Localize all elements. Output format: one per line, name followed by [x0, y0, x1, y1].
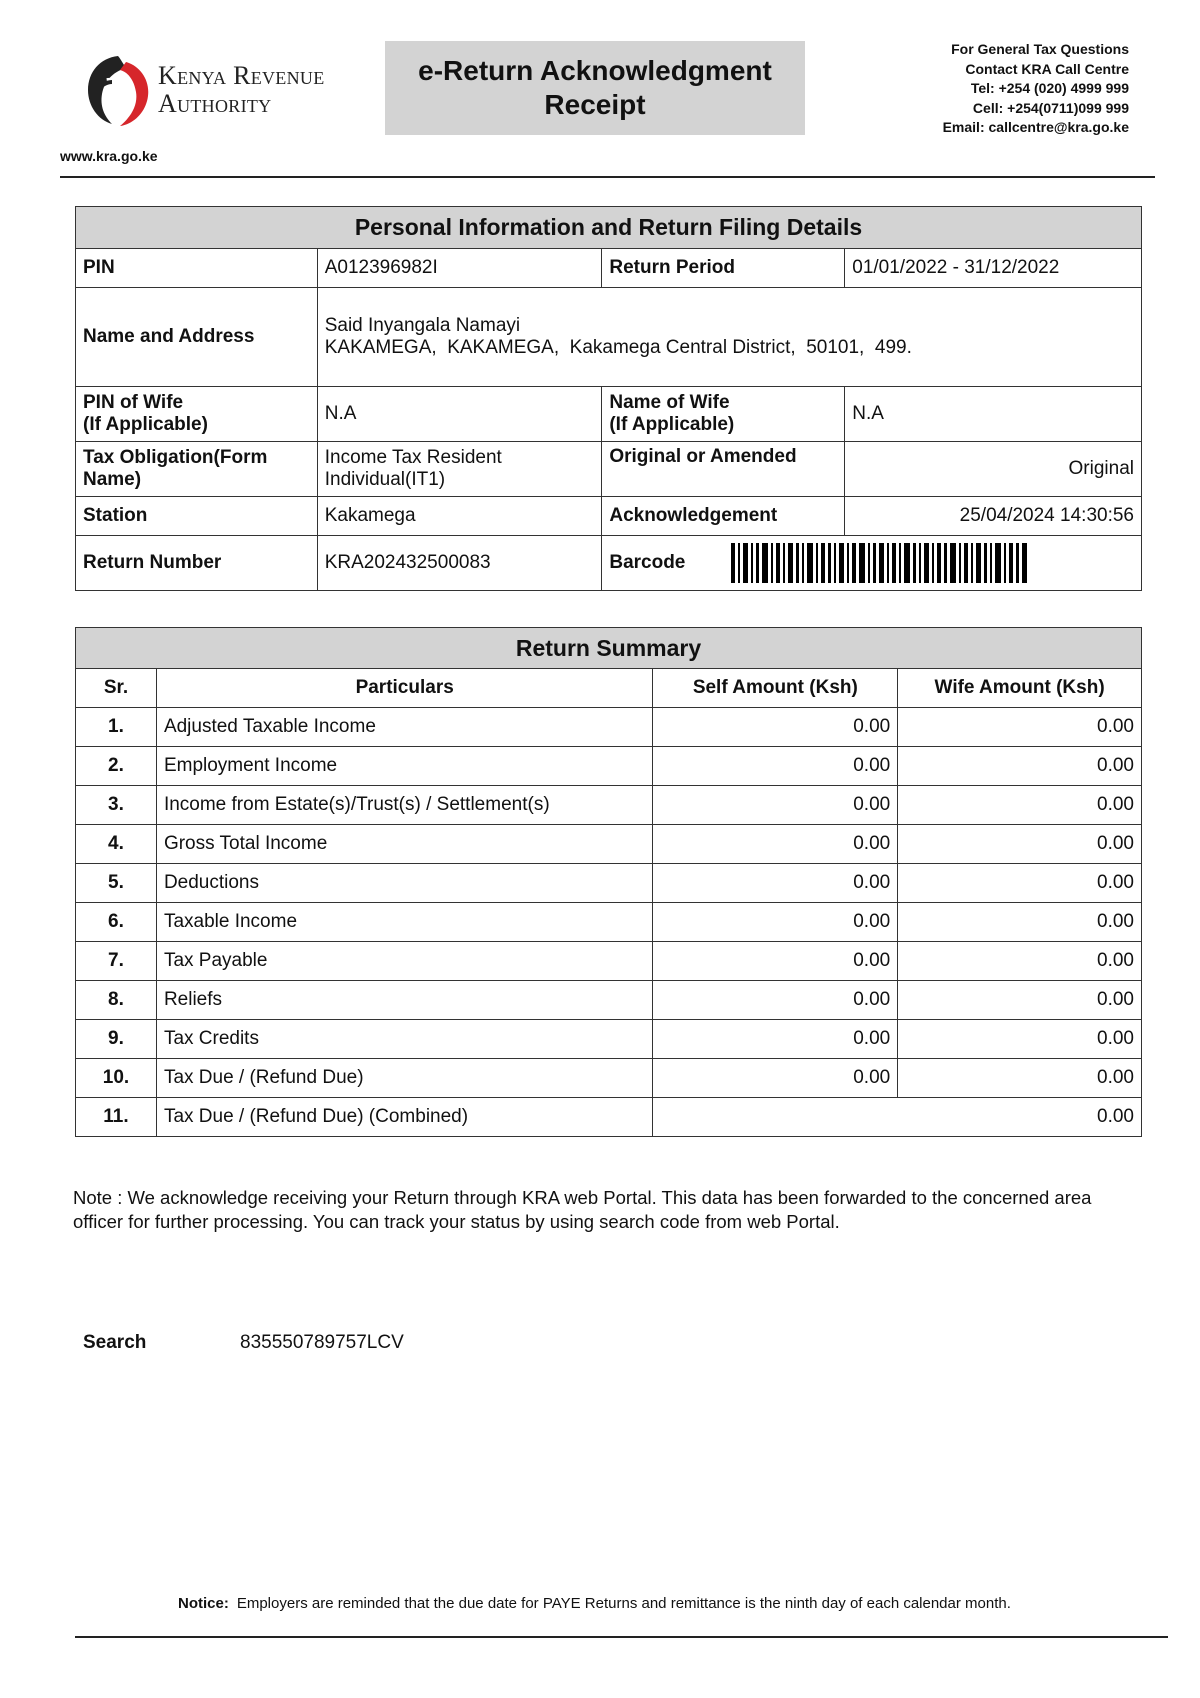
tax-obligation-label-line-2: Name) [83, 469, 142, 490]
return-summary-table [75, 627, 1142, 1137]
name-wife-value: N.A [845, 387, 1142, 442]
contact-line: For General Tax Questions [951, 41, 1129, 57]
tax-obligation-label [76, 442, 318, 497]
return-period-label: Return Period [602, 249, 845, 288]
barcode-image [731, 543, 1031, 583]
table-row [76, 786, 1142, 825]
tax-obligation-value [317, 442, 602, 497]
row-particular: Employment Income [156, 747, 653, 786]
document-title [385, 41, 805, 135]
title-line-1: e-Return Acknowledgment [418, 55, 772, 86]
row-particular: Tax Credits [156, 1020, 653, 1059]
row-sr: 5. [76, 864, 157, 903]
table-row [76, 708, 1142, 747]
row-sr: 7. [76, 942, 157, 981]
row-wife-amount: 0.00 [898, 708, 1142, 747]
pin-wife-label-line-1: PIN of Wife [83, 392, 184, 413]
logo-line-2: Authority [158, 89, 272, 118]
name-wife-label-line-2: (If Applicable) [609, 414, 735, 435]
lion-logo-icon [82, 52, 154, 128]
return-number-label: Return Number [76, 536, 318, 591]
logo-text [158, 62, 325, 118]
row-wife-amount: 0.00 [898, 1059, 1142, 1098]
name-address-label: Name and Address [76, 288, 318, 387]
row-particular: Tax Due / (Refund Due) [156, 1059, 653, 1098]
row-sr: 10. [76, 1059, 157, 1098]
row-combined-amount: 0.00 [653, 1098, 1142, 1137]
table-row [76, 942, 1142, 981]
personal-info-table [75, 206, 1142, 591]
row-self-amount: 0.00 [653, 786, 898, 825]
table-row [76, 1098, 1142, 1137]
name-wife-label-line-1: Name of Wife [609, 392, 730, 413]
table-row [76, 825, 1142, 864]
station-label: Station [76, 497, 318, 536]
row-wife-amount: 0.00 [898, 981, 1142, 1020]
row-self-amount: 0.00 [653, 942, 898, 981]
row-wife-amount: 0.00 [898, 825, 1142, 864]
row-sr: 8. [76, 981, 157, 1020]
row-sr: 9. [76, 1020, 157, 1059]
row-sr: 1. [76, 708, 157, 747]
tax-obligation-label-line-1: Tax Obligation(Form [83, 447, 268, 468]
row-self-amount: 0.00 [653, 1059, 898, 1098]
notice-footer [178, 1595, 1011, 1612]
row-self-amount: 0.00 [653, 747, 898, 786]
row-particular: Gross Total Income [156, 825, 653, 864]
title-line-2: Receipt [544, 89, 646, 120]
row-particular: Adjusted Taxable Income [156, 708, 653, 747]
acknowledgement-label: Acknowledgement [602, 497, 845, 536]
row-particular: Reliefs [156, 981, 653, 1020]
row-wife-amount: 0.00 [898, 1020, 1142, 1059]
return-period-value: 01/01/2022 - 31/12/2022 [845, 249, 1142, 288]
row-sr: 3. [76, 786, 157, 825]
name-address-value [317, 288, 1141, 387]
row-wife-amount: 0.00 [898, 903, 1142, 942]
table-row [76, 747, 1142, 786]
tax-obligation-line-1: Income Tax Resident [324, 447, 502, 468]
table-row [76, 864, 1142, 903]
contact-block [943, 40, 1129, 138]
kra-logo [82, 52, 372, 128]
return-number-value: KRA202432500083 [317, 536, 602, 591]
contact-email[interactable]: Email: callcentre@kra.go.ke [942, 119, 1129, 135]
table-row [76, 1059, 1142, 1098]
personal-info-heading: Personal Information and Return Filing Details [76, 207, 1142, 249]
footer-divider [75, 1636, 1168, 1638]
row-wife-amount: 0.00 [898, 942, 1142, 981]
row-sr: 6. [76, 903, 157, 942]
row-particular: Deductions [156, 864, 653, 903]
row-particular: Taxable Income [156, 903, 653, 942]
contact-line: Tel: +254 (020) 4999 999 [970, 80, 1129, 96]
contact-line: Cell: +254(0711)099 999 [972, 99, 1129, 116]
search-label: Search [83, 1332, 147, 1353]
row-particular: Tax Due / (Refund Due) (Combined) [156, 1098, 653, 1137]
row-self-amount: 0.00 [653, 864, 898, 903]
table-row [76, 981, 1142, 1020]
row-particular: Income from Estate(s)/Trust(s) / Settlement(s) [156, 786, 653, 825]
row-wife-amount: 0.00 [898, 864, 1142, 903]
original-amended-value: Original [845, 442, 1142, 497]
pin-label: PIN [76, 249, 318, 288]
acknowledgement-note: Note : We acknowledge receiving your Return through KRA web Portal. This data has been forwarded to the concerned area officer for further processing. You can track your status by using search code from web Portal. [73, 1187, 1092, 1232]
acknowledgement-value: 25/04/2024 14:30:56 [845, 497, 1142, 536]
column-header-wife-amount: Wife Amount (Ksh) [898, 669, 1142, 708]
row-self-amount: 0.00 [653, 708, 898, 747]
pin-wife-value: N.A [317, 387, 602, 442]
row-sr: 2. [76, 747, 157, 786]
pin-wife-label-line-2: (If Applicable) [83, 414, 208, 435]
contact-line: Contact KRA Call Centre [965, 60, 1129, 77]
taxpayer-address: KAKAMEGA, KAKAMEGA, Kakamega Central District, 50101, 499. [324, 337, 912, 358]
notice-label: Notice: [178, 1595, 229, 1612]
row-self-amount: 0.00 [653, 903, 898, 942]
row-self-amount: 0.00 [653, 825, 898, 864]
tax-obligation-line-2: Individual(IT1) [324, 469, 446, 490]
website-link[interactable]: www.kra.go.ke [60, 148, 158, 164]
row-sr: 11. [76, 1098, 157, 1137]
pin-value: A012396982I [317, 249, 602, 288]
station-value: Kakamega [317, 497, 602, 536]
column-header-sr: Sr. [76, 669, 157, 708]
table-row [76, 903, 1142, 942]
row-wife-amount: 0.00 [898, 747, 1142, 786]
taxpayer-name: Said Inyangala Namayi [324, 315, 521, 336]
return-summary-heading: Return Summary [76, 628, 1142, 669]
pin-wife-label [76, 387, 318, 442]
column-header-particulars: Particulars [156, 669, 653, 708]
original-amended-label: Original or Amended [602, 442, 845, 497]
table-row [76, 1020, 1142, 1059]
header-divider [60, 176, 1155, 178]
column-header-self-amount: Self Amount (Ksh) [653, 669, 898, 708]
row-particular: Tax Payable [156, 942, 653, 981]
notice-text: Employers are reminded that the due date for PAYE Returns and remittance is the ninth day of each calendar month. [236, 1595, 1011, 1612]
return-summary-body [76, 708, 1142, 1098]
search-code: 835550789757LCV [240, 1332, 404, 1353]
barcode-label: Barcode [609, 552, 686, 574]
logo-line-1: Kenya Revenue [158, 61, 325, 90]
row-self-amount: 0.00 [653, 981, 898, 1020]
name-wife-label [602, 387, 845, 442]
row-wife-amount: 0.00 [898, 786, 1142, 825]
row-self-amount: 0.00 [653, 1020, 898, 1059]
barcode-cell [602, 536, 1142, 591]
row-sr: 4. [76, 825, 157, 864]
